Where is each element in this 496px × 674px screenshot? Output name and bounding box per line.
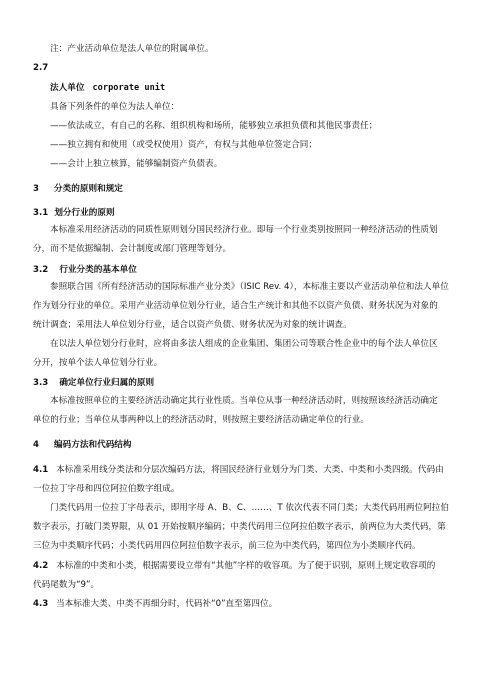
section-4-1-line: 三位为中类顺序代码；小类代码用四位阿拉伯数字表示，前三位为中类代码，第四位为小类顺序代码。	[33, 541, 421, 551]
section-3-3-heading	[33, 378, 154, 389]
section-3-title: 分类的原则和规定	[54, 184, 123, 194]
section-3-3-title: 确定单位行业归属的原则	[59, 378, 155, 388]
section-3-2-line: 参照联合国《所有经济活动的国际标准产业分类》（ISIC Rev. 4），本标准主要以产业活动单位和法人单位	[50, 282, 449, 292]
section-4-title: 编码方法和代码结构	[54, 440, 132, 450]
section-2-7-number: 2.7	[33, 63, 49, 73]
section-3-3-line: 单位的行业；当单位从事两种以上的经济活动时，则按照主要经济活动确定单位的行业。	[33, 415, 369, 425]
note-top: 注：产业活动单位是法人单位的附属单位。	[50, 44, 214, 54]
section-3-2-title: 行业分类的基本单位	[59, 265, 137, 275]
section-2-7-intro: 具备下列条件的单位为法人单位：	[50, 102, 180, 112]
section-3-1-line: 分，而不是依据编制、会计制度或部门管理等划分。	[33, 244, 232, 254]
section-2-7-item: ——会计上独立核算，能够编制资产负债表。	[50, 159, 223, 169]
section-3-2-line: 在以法人单位划分行业时，应将由多法人组成的企业集团、集团公司等联合性企业中的每个法人单位区	[50, 339, 438, 349]
section-4-1-text: 本标准采用线分类法和分层次编码方法，将国民经济行业划分为门类、大类、中类和小类四级。代码由	[56, 465, 444, 475]
section-3-number: 3	[33, 184, 39, 194]
section-4-1-line: 数字表示，打破门类界限，从 01 开始按顺序编码；中类代码用三位阿拉伯数字表示，前两位为大类代码，第	[33, 522, 446, 532]
section-4-1-line: 一位拉丁字母和四位阿拉伯数字组成。	[33, 484, 180, 494]
section-4-2-text: 本标准的中类和小类，根据需要设立带有“其他”字样的收容项。为了便于识别，原则上规定收容项的	[56, 561, 436, 571]
term-cn: 法人单位	[50, 83, 85, 93]
section-4-2-line: 代码尾数为“9”。	[33, 580, 100, 590]
section-2-7-item: ——依法成立，有自己的名称、组织机构和场所，能够独立承担负债和其他民事责任；	[50, 121, 378, 131]
section-4-number: 4	[33, 440, 39, 450]
section-4-2-line	[33, 561, 435, 572]
section-4-heading	[33, 440, 132, 451]
section-3-2-line: 分开，按单个法人单位划分行业。	[33, 358, 163, 368]
section-4-1-line: 门类代码用一位拉丁字母表示，即用字母 A、B、C、……、T 依次代表不同门类；大类代码用两位阿拉伯	[50, 503, 450, 513]
section-3-1-line: 本标准采用经济活动的同质性原则划分国民经济行业。即每一个行业类别按照同一种经济活动的性质划	[50, 225, 438, 235]
section-3-2-line: 统计调查；采用法人单位划分行业，适合以资产负债、财务状况为对象的统计调查。	[33, 320, 352, 330]
section-3-2-number: 3.2	[33, 265, 49, 275]
section-3-1-number: 3.1	[33, 208, 49, 218]
section-3-3-line: 本标准按照单位的主要经济活动确定其行业性质。当单位从事一种经济活动时，则按照该经济活动确定	[50, 396, 438, 406]
section-4-1-line	[33, 465, 444, 476]
section-4-2-number: 4.2	[33, 561, 49, 571]
section-3-heading	[33, 184, 123, 195]
section-4-3-text: 当本标准大类、中类不再细分时，代码补“0”直至第四位。	[56, 599, 278, 609]
section-3-1-heading	[33, 208, 115, 219]
section-4-3-number: 4.3	[33, 599, 49, 609]
term-en: corporate unit	[92, 83, 166, 93]
section-2-7-heading	[50, 83, 165, 94]
section-3-3-number: 3.3	[33, 378, 49, 388]
section-3-2-heading	[33, 265, 137, 276]
section-3-1-title: 划分行业的原则	[54, 208, 115, 218]
section-4-1-number: 4.1	[33, 465, 49, 475]
section-2-7-item: ——独立拥有和使用（或受权使用）资产，有权与其他单位签定合同；	[50, 140, 318, 150]
section-4-3-line	[33, 599, 277, 610]
section-3-2-line: 作为划分行业的单位。采用产业活动单位划分行业，适合生产统计和其他不以资产负债、财务状况为对象的	[33, 301, 438, 311]
